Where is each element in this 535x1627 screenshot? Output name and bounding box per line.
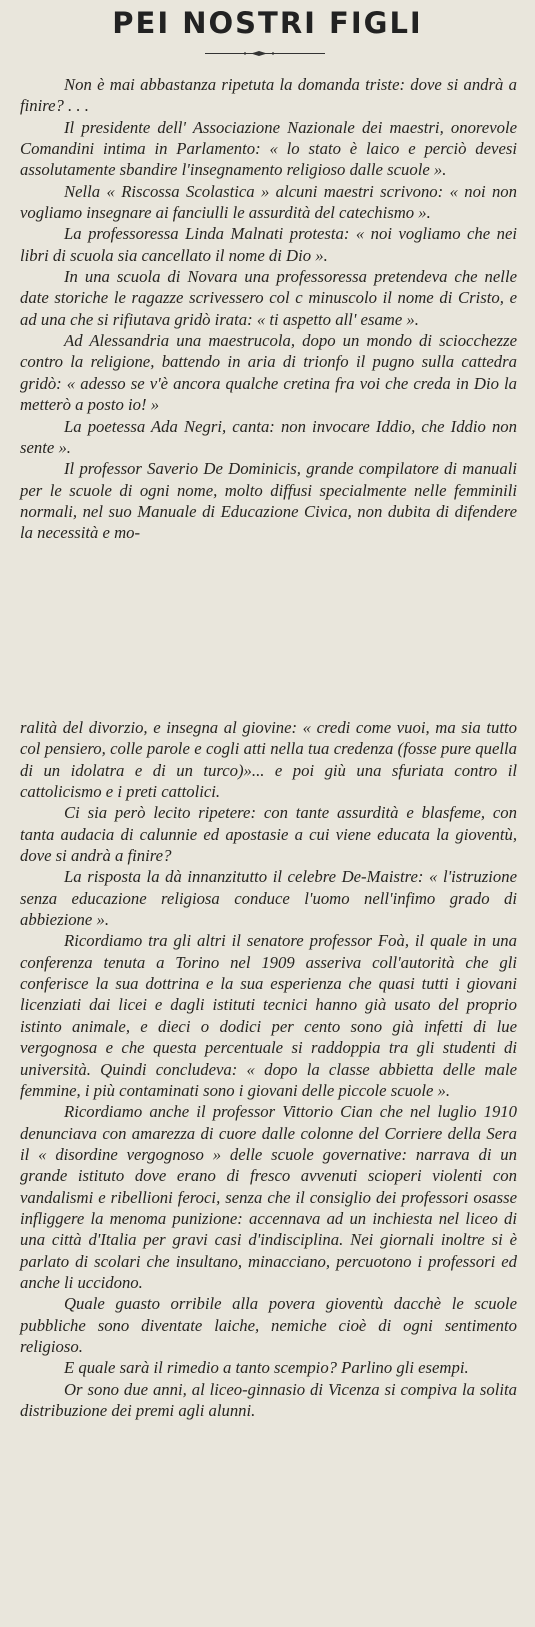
paragraph: Ricordiamo anche il professor Vittorio Cian che nel luglio 1910 denunciava con amarezza di cuore dalle colonne del Corriere della Sera il « disordine vergognoso » delle scuole governative: narrava di un grande istituto dove erano di fresco avvenuti scioperi violenti con vandalismi e ribellioni feroci, senza che il consiglio dei professori osasse infliggere la menoma punizione: accennava ad un inchiesta nel liceo di una città d'Italia per gravi casi d'indisciplina. Nei giornali inoltre si è parlato di scolari che insultano, minacciano, percuotono i professori ed anche li uccidono. xyxy=(20,1102,517,1292)
paragraph: Non è mai abbastanza ripetuta la domanda triste: dove si andrà a finire? . . . xyxy=(20,75,517,116)
paragraph: La poetessa Ada Negri, canta: non invocare Iddio, che Iddio non sente ». xyxy=(20,416,517,457)
paragraph: Nella « Riscossa Scolastica » alcuni maestri scrivono: « noi non vogliamo insegnare ai fanciulli le assurdità del catechismo ». xyxy=(20,181,517,223)
paragraph-continuation: ralità del divorzio, e insegna al giovine: « credi come vuoi, ma sia tutto col pensiero, colle parole e cogli atti nella tua credenza (fosse pure quella di un idolatra e di un turco)»... e poi giù una sfuriata contro il cattolicismo e i preti cattolici. xyxy=(20,718,517,802)
paragraph: Ad Alessandria una maestrucola, dopo un mondo di sciocchezze contro la religione, battendo in aria di trionfo il pugno sulla cattedra gridò: « adesso se v'è ancora qualche cretina fra voi che creda in Dio la metterò a posto io! » xyxy=(20,331,517,415)
paragraph: E quale sarà il rimedio a tanto scempio? Parlino gli esempi. xyxy=(64,1358,469,1378)
column-second-part xyxy=(20,717,517,1421)
title-ornament-rule xyxy=(205,50,325,57)
paragraph: Quale guasto orribile alla povera gioventù dacchè le scuole pubbliche sono diventate laiche, nemiche cioè di ogni sentimento religioso. xyxy=(20,1294,517,1356)
paragraph: In una scuola di Novara una professoressa pretendeva che nelle date storiche le ragazze scrivessero col c minuscolo il nome di Cristo, e ad una che si rifiutava gridò irata: « ti aspetto all' esame ». xyxy=(20,267,517,329)
paragraph: Il presidente dell' Associazione Nazionale dei maestri, onorevole Comandini intima in Parlamento: « lo stato è laico e perciò devesi assolutamente sbandire l'insegnamento religioso dalle scuole ». xyxy=(20,117,517,180)
paragraph: Ci sia però lecito ripetere: con tante assurdità e blasfeme, con tanta audacia di calunnie ed apostasie a cui viene educata la gioventù, dove si andrà a finire? xyxy=(20,803,517,866)
article-title: PEI NOSTRI FIGLI xyxy=(112,6,423,40)
paragraph: La professoressa Linda Malnati protesta: « noi vogliamo che nei libri di scuola sia cancellato il nome di Dio ». xyxy=(20,224,517,265)
column-first-part xyxy=(20,74,517,544)
paragraph: La risposta la dà innanzitutto il celebre De-Maistre: « l'istruzione senza educazione religiosa conduce l'uomo nell'infimo grado di abbiezione ». xyxy=(20,867,517,930)
paragraph: Or sono due anni, al liceo-ginnasio di Vicenza si compiva la solita distribuzione dei premi agli alunni. xyxy=(20,1379,517,1420)
paragraph: Ricordiamo tra gli altri il senatore professor Foà, il quale in una conferenza tenuta a Torino nel 1909 asseriva coll'autorità che gli conferisce la sua dottrina e la sua esperienza che quasi tutti i giovani licenziati dai licei e dagli istituti tecnici hanno già usato del proprio istinto animale, e dieci o dodici per cento sono già infetti di lue vergognosa e che questa percentuale si raddoppia tra gli studenti di università. Quindi concludeva: « dopo la classe abbietta delle male femmine, i più contaminati sono i giovani delle piccole scuole ». xyxy=(20,931,517,1100)
paragraph: Il professor Saverio De Dominicis, grande compilatore di manuali per le scuole di ogni nome, molto diffusi specialmente nelle femminili normali, nel suo Manuale di Educazione Civica, non dubita di difendere la necessità e mo- xyxy=(20,459,517,543)
page-fold-gap xyxy=(0,697,535,713)
